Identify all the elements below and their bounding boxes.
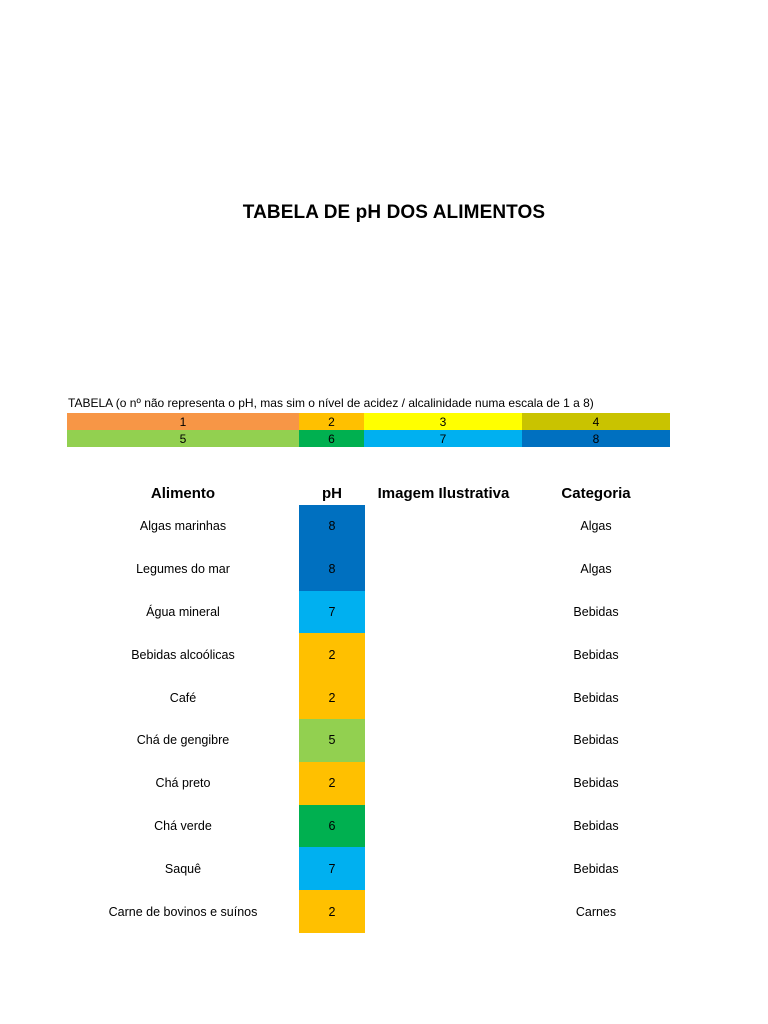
ph-level-cell: 2 bbox=[299, 890, 365, 933]
food-name: Chá verde bbox=[154, 818, 212, 833]
header-image: Imagem Ilustrativa bbox=[377, 485, 510, 502]
food-table-body bbox=[0, 505, 768, 933]
category-name: Bebidas bbox=[573, 861, 619, 876]
illustrative-image-cell bbox=[365, 805, 522, 848]
food-name: Legumes do mar bbox=[136, 562, 230, 577]
legend-level-2: 2 bbox=[299, 413, 364, 430]
table-row bbox=[0, 548, 768, 591]
table-header bbox=[0, 485, 768, 505]
legend-level-4: 4 bbox=[522, 413, 670, 430]
ph-level-cell: 6 bbox=[299, 805, 365, 848]
table-row bbox=[0, 805, 768, 848]
table-row bbox=[0, 890, 768, 933]
food-name: Água mineral bbox=[146, 604, 220, 619]
legend-level-1: 1 bbox=[67, 413, 299, 430]
legend-level-3: 3 bbox=[364, 413, 522, 430]
ph-level-cell: 2 bbox=[299, 762, 365, 805]
category-name: Bebidas bbox=[573, 604, 619, 619]
table-row bbox=[0, 505, 768, 548]
food-name: Chá preto bbox=[155, 776, 211, 791]
table-row bbox=[0, 847, 768, 890]
acidity-legend bbox=[67, 413, 670, 447]
table-row bbox=[0, 676, 768, 719]
header-ph: pH bbox=[322, 485, 342, 502]
legend-level-6: 6 bbox=[299, 430, 364, 447]
ph-level-cell: 5 bbox=[299, 719, 365, 762]
category-name: Bebidas bbox=[573, 733, 619, 748]
illustrative-image-cell bbox=[365, 847, 522, 890]
category-name: Bebidas bbox=[573, 818, 619, 833]
category-name: Carnes bbox=[575, 904, 617, 919]
ph-level-cell: 7 bbox=[299, 591, 365, 634]
illustrative-image-cell bbox=[365, 633, 522, 676]
food-name: Carne de bovinos e suínos bbox=[108, 904, 258, 919]
food-name: Saquê bbox=[164, 861, 202, 876]
category-name: Algas bbox=[580, 519, 612, 534]
table-row bbox=[0, 591, 768, 634]
food-name: Café bbox=[169, 690, 197, 705]
illustrative-image-cell bbox=[365, 719, 522, 762]
category-name: Bebidas bbox=[573, 690, 619, 705]
ph-level-cell: 7 bbox=[299, 847, 365, 890]
table-row bbox=[0, 762, 768, 805]
legend-level-7: 7 bbox=[364, 430, 522, 447]
ph-level-cell: 8 bbox=[299, 548, 365, 591]
header-food: Alimento bbox=[150, 485, 216, 502]
legend-level-8: 8 bbox=[522, 430, 670, 447]
illustrative-image-cell bbox=[365, 762, 522, 805]
food-name: Algas marinhas bbox=[139, 519, 227, 534]
legend-caption: TABELA (o nº não representa o pH, mas sim o nível de acidez / alcalinidade numa escala de 1 a 8) bbox=[68, 396, 594, 410]
category-name: Bebidas bbox=[573, 776, 619, 791]
illustrative-image-cell bbox=[365, 890, 522, 933]
ph-level-cell: 2 bbox=[299, 676, 365, 719]
header-category: Categoria bbox=[561, 485, 631, 502]
page-title: TABELA DE pH DOS ALIMENTOS bbox=[242, 202, 546, 223]
illustrative-image-cell bbox=[365, 505, 522, 548]
illustrative-image-cell bbox=[365, 676, 522, 719]
category-name: Bebidas bbox=[573, 647, 619, 662]
food-name: Chá de gengibre bbox=[136, 733, 230, 748]
legend-level-5: 5 bbox=[67, 430, 299, 447]
illustrative-image-cell bbox=[365, 548, 522, 591]
illustrative-image-cell bbox=[365, 591, 522, 634]
category-name: Algas bbox=[580, 562, 612, 577]
food-name: Bebidas alcoólicas bbox=[131, 647, 235, 662]
ph-level-cell: 8 bbox=[299, 505, 365, 548]
table-row bbox=[0, 719, 768, 762]
ph-level-cell: 2 bbox=[299, 633, 365, 676]
table-row bbox=[0, 633, 768, 676]
